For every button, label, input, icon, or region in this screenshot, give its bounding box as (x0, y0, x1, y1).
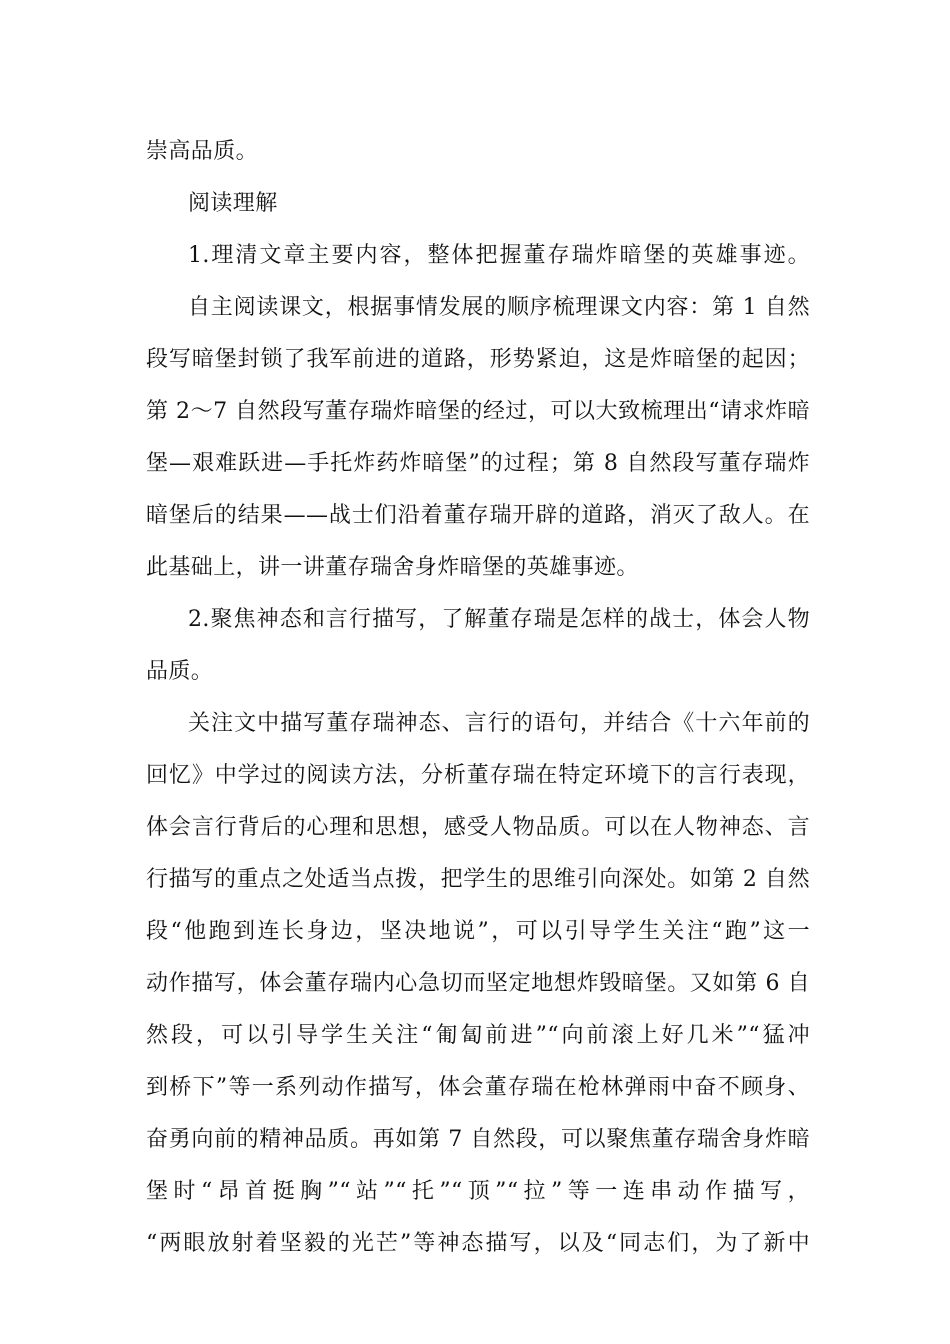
text-line: 堡—艰难跃进—手托炸药炸暗堡”的过程；第 8 自然段写董存瑞炸 (146, 451, 810, 476)
text-line: 关注文中描写董存瑞神态、言行的语句，并结合《十六年前的 (188, 711, 810, 736)
text-line: 回忆》中学过的阅读方法，分析董存瑞在特定环境下的言行表现， (146, 763, 810, 788)
text-line: 体会言行背后的心理和思想，感受人物品质。可以在人物神态、言 (146, 815, 810, 840)
text-line: 崇高品质。 (146, 139, 259, 164)
numbered-point-heading: 2.聚焦神态和言行描写，了解董存瑞是怎样的战士，体会人物 (188, 607, 810, 632)
text-line: 行描写的重点之处适当点拨，把学生的思维引向深处。如第 2 自然 (146, 867, 810, 892)
text-line: 然段，可以引导学生关注“匍匐前进”“向前滚上好几米”“猛冲 (146, 1023, 810, 1048)
section-heading: 阅读理解 (188, 191, 278, 216)
text-line: 动作描写，体会董存瑞内心急切而坚定地想炸毁暗堡。又如第 6 自 (146, 971, 810, 996)
text-line: 第 2～7 自然段写董存瑞炸暗堡的经过，可以大致梳理出“请求炸暗 (146, 399, 810, 424)
text-line: 品质。 (146, 659, 214, 684)
text-line: 奋勇向前的精神品质。再如第 7 自然段，可以聚焦董存瑞舍身炸暗 (146, 1127, 810, 1152)
text-line: 此基础上，讲一讲董存瑞舍身炸暗堡的英雄事迹。 (146, 555, 639, 580)
text-line: 堡时“昂首挺胸”“站”“托”“顶”“拉”等一连串动作描写， (146, 1179, 810, 1204)
text-line: 到桥下”等一系列动作描写，体会董存瑞在枪林弹雨中奋不顾身、 (146, 1075, 810, 1100)
text-line: 段写暗堡封锁了我军前进的道路，形势紧迫，这是炸暗堡的起因； (146, 347, 810, 372)
text-line: “两眼放射着坚毅的光芒”等神态描写，以及“同志们，为了新中 (146, 1231, 810, 1256)
text-line: 自主阅读课文，根据事情发展的顺序梳理课文内容：第 1 自然 (188, 295, 810, 320)
text-line: 暗堡后的结果——战士们沿着董存瑞开辟的道路，消灭了敌人。在 (146, 503, 810, 528)
text-line: 段“他跑到连长身边，坚决地说”，可以引导学生关注“跑”这一 (146, 919, 810, 944)
numbered-point-heading: 1.理清文章主要内容，整体把握董存瑞炸暗堡的英雄事迹。 (188, 243, 810, 268)
